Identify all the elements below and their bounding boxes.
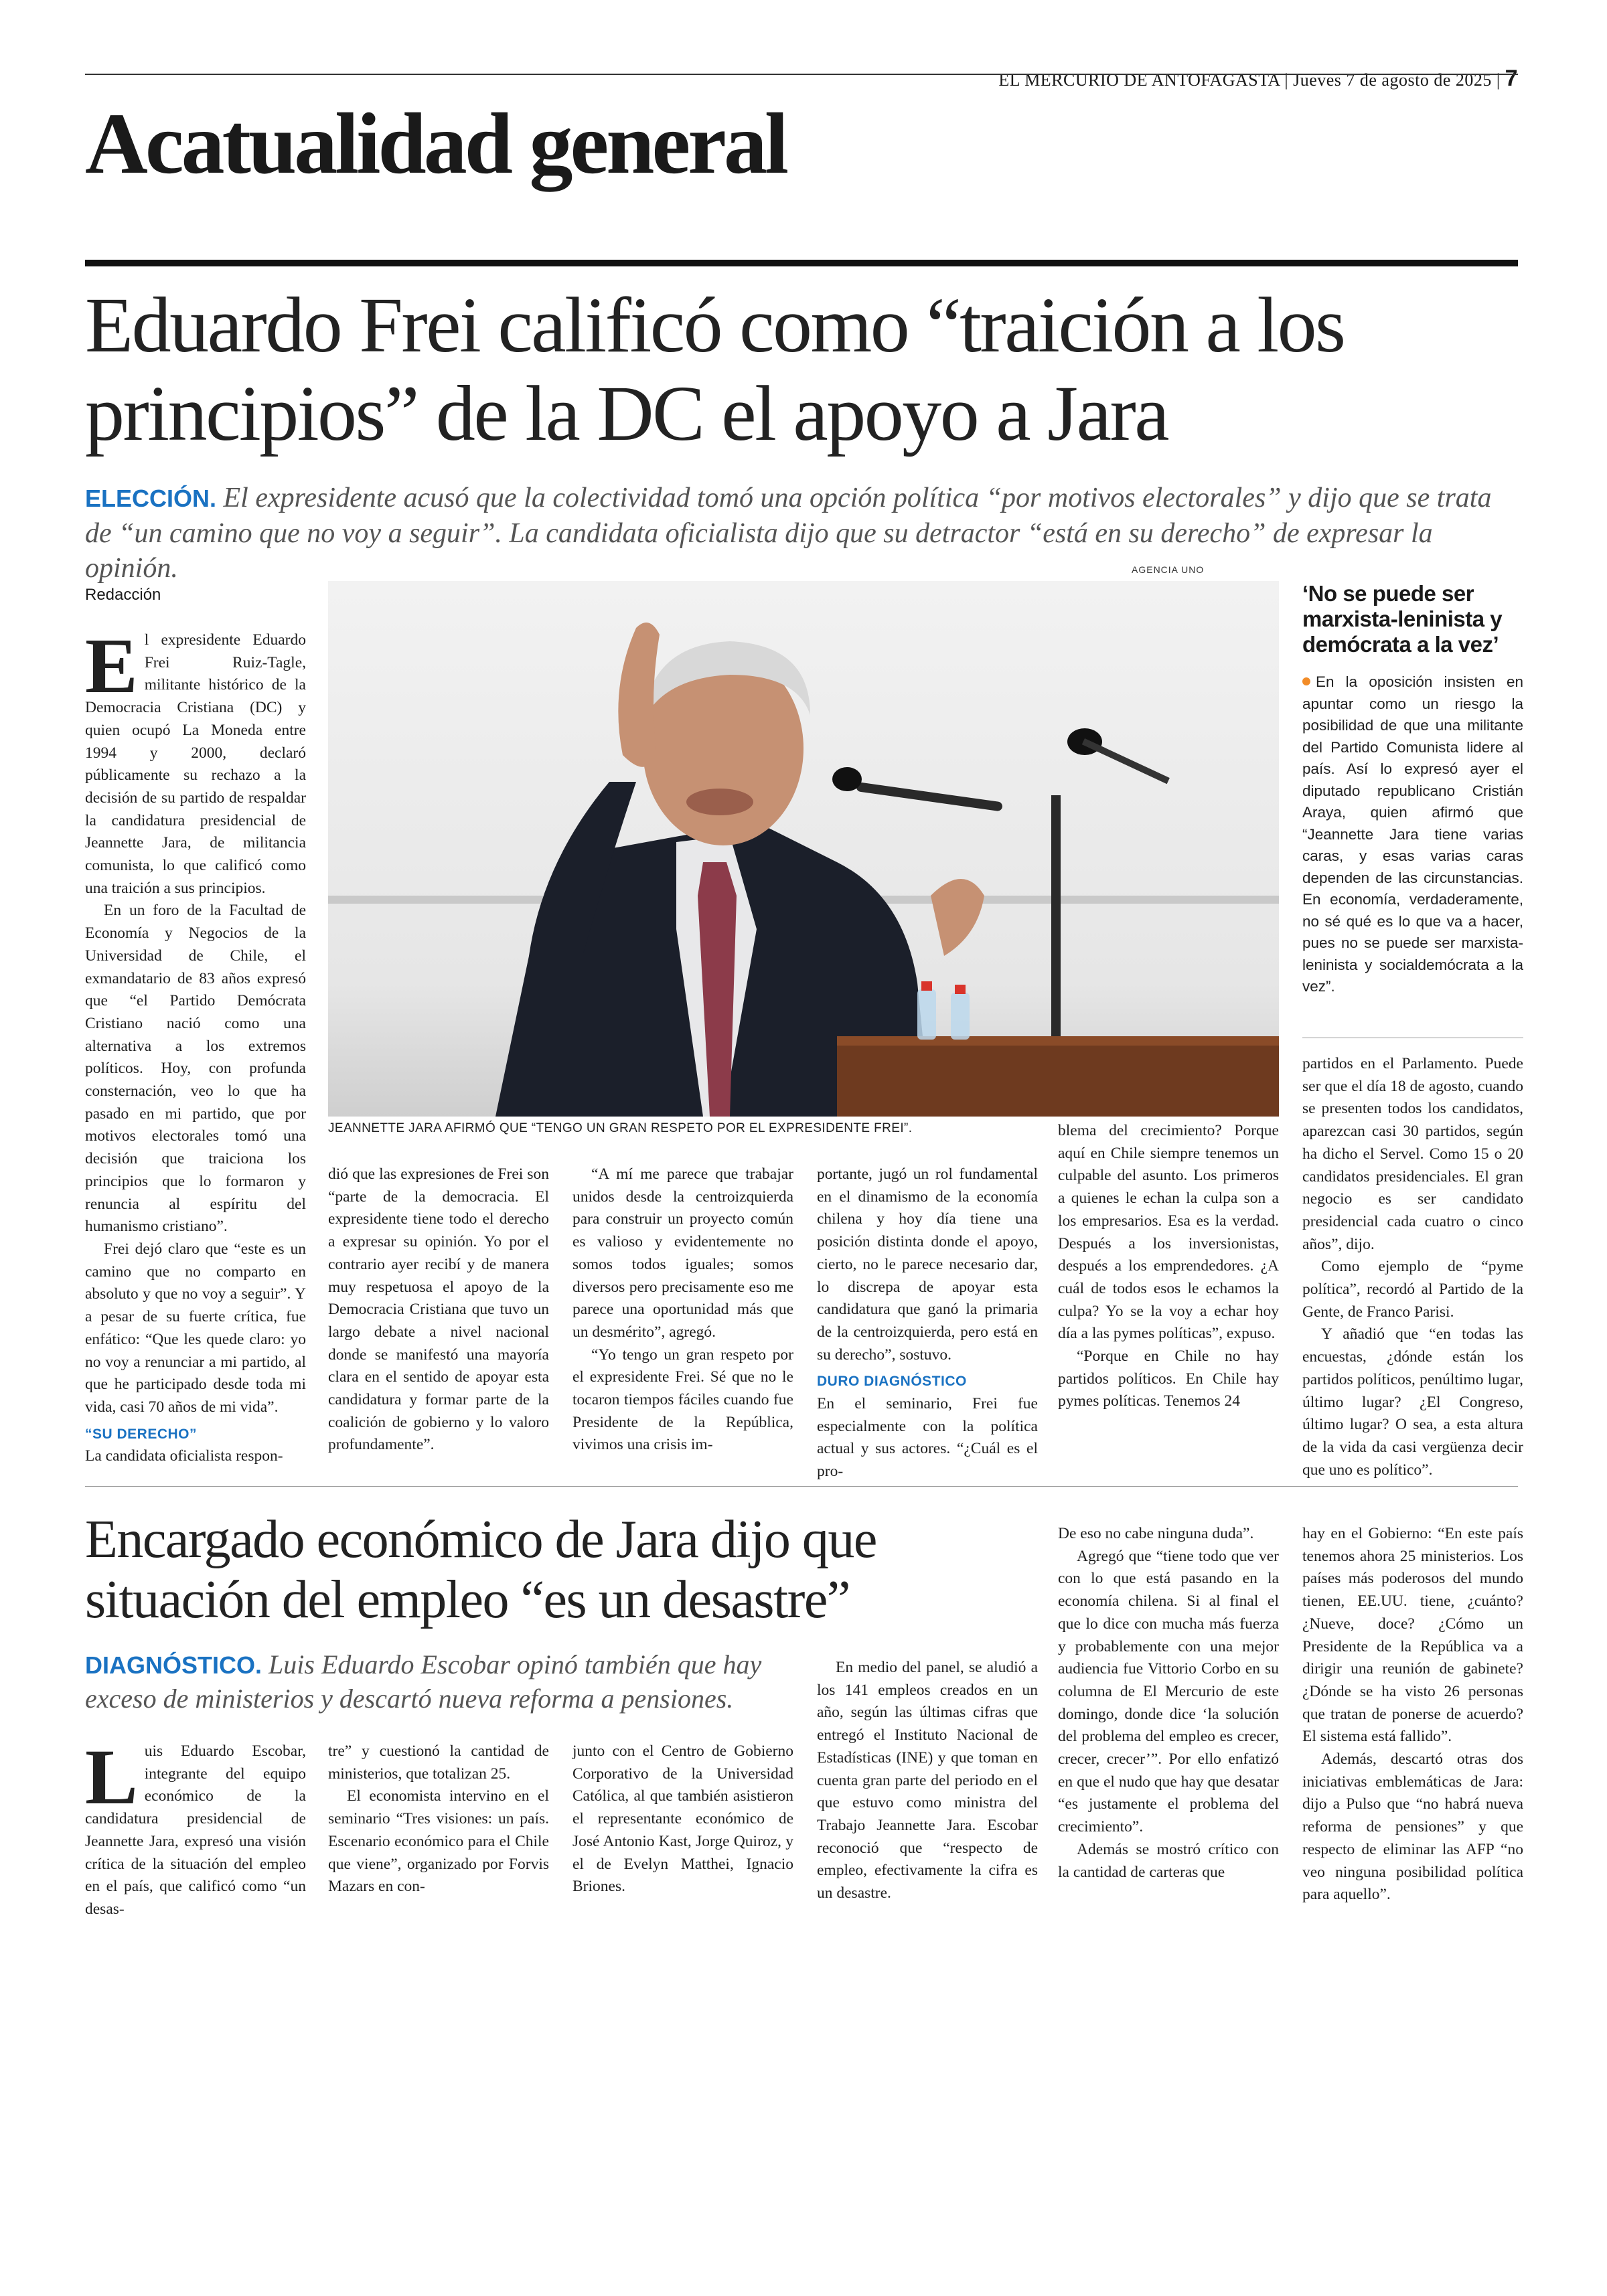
lead-subhead-derecho: “SU DERECHO” [85, 1426, 198, 1442]
top-rule [85, 74, 1518, 75]
lead-col6-p2: Como ejemplo de “pyme política”, recordó al Partido de la Gente, de Franco Parisi. [1302, 1258, 1523, 1321]
lead-deck-text: El expresidente acusó que la colectividad tomó una opción política “por motivos electorales” y dijo que se trata de “un camino que no voy a seguir”. La candidata oficialista dijo que su detractor “está en su derecho” de expresar la opinión. [85, 483, 1492, 584]
lead-headline: Eduardo Frei calificó como “traición a los principios” de la DC el apoyo a Jara [85, 281, 1345, 457]
lead-col3-p1: “A mí me parece que trabajar unidos desde la centroizquierda para construir un proyecto común es valioso y evidentemente no somos todos iguales; somos diversos pero precisamente eso me parece una oportunidad más que un desmérito”, agregó. [572, 1165, 793, 1341]
lead-col1-p4: La candidata oficialista respon- [85, 1447, 283, 1465]
issue-date: Jueves 7 de agosto de 2025 [1293, 70, 1492, 90]
lead-col-1 [85, 622, 306, 1468]
lead-col6-p3: Y añadió que “en todas las encuestas, ¿dónde están los partidos políticos, penúltimo lugar, último lugar? ¿El Congreso, último lugar? O sea, a esta altura de la vida da casi vergüenza decir que uno es político”. [1302, 1325, 1523, 1479]
photo-caption: JEANNETTE JARA AFIRMÓ QUE “TENGO UN GRAN RESPETO POR EL EXPRESIDENTE FREI”. [328, 1121, 913, 1135]
photo-credit: AGENCIA UNO [1132, 564, 1205, 575]
frei-speaking-photo [328, 581, 1279, 1117]
lead-col-6 [1302, 1053, 1523, 1481]
second-col-4 [817, 1657, 1038, 1905]
lead-col2-p1: dió que las expresiones de Frei son “parte de la democracia. El expresidente tiene todo el derecho a expresar su opinión. Yo por el contrario ayer recibí y de manera muy respetuosa el apoyo de la Democracia Cristiana que tuvo un largo debate a nivel nacional donde se manifestó una mayoría clara en el sentido de apoyar esta candidatura y formar parte de la coalición de gobierno y lo valoro profundamente”. [328, 1165, 549, 1454]
lead-col1-p3: Frei dejó claro que “este es un camino que no comparto en absoluto y que no voy a seguir”. Y a pesar de su fuerte crítica, fue enfático: “Que les quede claro: yo no voy a renunciar a mi partido, al que he participado desde toda mi vida, casi 70 años de mi vida”. [85, 1240, 306, 1416]
lead-col4-p1: portante, jugó un rol fundamental en el dinamismo de la economía chilena y hoy día tiene una posición distinta donde el apoyo, cierto, no le parece necesario dar, lo discrepa de apoyar esta candidatura que ganó la primaria de la centroizquierda, pero está en su derecho”, sostuvo. [817, 1165, 1038, 1364]
second-col6-p1: hay en el Gobierno: “En este país tenemos ahora 25 ministerios. Los países más poderosos del mundo tienen, EE.UU. tiene, ¿cuánto? ¿Nueve, doce? ¿Cómo un Presidente de la República va a dirigir una reunión de gabinete? ¿Dónde se ha visto 26 personas que tratan de ponerse de acuerdo? El sistema está fallido”. [1302, 1525, 1523, 1746]
bullet-icon [1302, 677, 1310, 685]
lead-dropcap: E [85, 622, 138, 710]
lead-col-4 [817, 1163, 1038, 1483]
lead-col-3 [572, 1163, 793, 1457]
second-col-1 [85, 1733, 306, 1921]
lead-col4-p2: En el seminario, Frei fue especialmente con la política actual y sus actores. “¿Cuál es el pro- [817, 1395, 1038, 1481]
masthead: EL MERCURIO DE ANTOFAGASTA | Jueves 7 de agosto de 2025 | 7 [998, 66, 1518, 91]
second-col-5 [1058, 1523, 1279, 1884]
lead-kicker: ELECCIÓN. [85, 485, 217, 512]
lead-col-2 [328, 1163, 549, 1457]
lead-subhead-diagnostico: DURO DIAGNÓSTICO [817, 1374, 967, 1390]
section-rule [85, 260, 1518, 266]
lead-col6-p1: partidos en el Parlamento. Puede ser que el día 18 de agosto, cuando se presenten todos los candidatos, aparezcan casi 30 partidos, según ha dicho el Servel. Como 15 o 20 candidatos presidenciales. El gran negocio es ser candidato presidencial cada cuatro o cinco años”, dijo. [1302, 1055, 1523, 1253]
sidebar-body: En la oposición insisten en apuntar como un riesgo la posibilidad de que una militante del Partido Comunista lidere al país. Así lo expresó ayer el diputado republicano Cristián Araya, quien afirmó que “Jeannette Jara tiene varias caras, y esas varias caras dependen de las circunstancias. En economía, verdaderamente, no sé qué es lo que va a hacer, pues no se puede ser marxista-leninista y socialdemócrata a la vez”. [1302, 673, 1523, 995]
second-col-3 [572, 1740, 793, 1898]
byline: Redacción [85, 586, 161, 604]
lead-col5-p2: “Porque en Chile no hay partidos políticos. En Chile hay pymes políticas. Tenemos 24 [1058, 1347, 1279, 1410]
second-dropcap: L [85, 1733, 138, 1821]
sidebar-title: ‘No se puede ser marxista-leninista y demócrata a la vez’ [1302, 581, 1503, 657]
second-col-2 [328, 1740, 549, 1898]
second-col4-p1: En medio del panel, se aludió a los 141 empleos creados en un año, según las últimas cifras que entregó el Instituto Nacional de Estadísticas (INE) y que toman en cuenta gran parte del periodo en el que estuvo como ministra del Trabajo Jeannette Jara. Escobar reconoció que “respecto de empleo, efectivamente la cifra es un desastre. [817, 1659, 1038, 1902]
paper-name: EL MERCURIO DE ANTOFAGASTA [998, 70, 1280, 90]
sidebar-text [1302, 671, 1523, 998]
section-title: Acatualidad general [85, 96, 787, 192]
second-col6-p2: Además, descartó otras dos iniciativas emblemáticas de Jara: dijo a Pulso que “no habrá nueva reforma de pensiones” y que respecto de eliminar las AFP “no veo ninguna posibilidad política para aquello”. [1302, 1750, 1523, 1904]
second-col5-p2: Agregó que “tiene todo que ver con lo que está pasando en la economía chilena. Si al final el que lo dice con mucha más fuerza y probablemente con una mejor audiencia fue Vittorio Corbo en su columna de El Mercurio de este domingo, donde dice ‘la solución del problema del empleo es crecer, crecer, crecer’”. Por ello enfatizó en que el nudo que hay que desatar “es justamente el problema del crecimiento”. [1058, 1547, 1279, 1836]
second-kicker: DIAGNÓSTICO. [85, 1651, 262, 1679]
lead-col3-p2: “Yo tengo un gran respeto por el expresidente Frei. Sé que no le tocaron tiempos fáciles cuando fue Presidente de la República, vivimos una crisis im- [572, 1345, 793, 1454]
lead-col-5 [1058, 1120, 1279, 1413]
lead-col5-p1: blema del crecimiento? Porque aquí en Chile siempre tenemos un culpable del asunto. Los primeros a quienes le echan la culpa son a los empresarios. Esa es la verdad. Después a los inversionistas, después a los emprendedores. ¿A cuál de todos esos le echamos la culpa? Yo se la voy a echar hoy día a las pymes políticas”, expuso. [1058, 1122, 1279, 1343]
second-col5-p1: De eso no cabe ninguna duda”. [1058, 1525, 1254, 1542]
second-col2-p2: El economista intervino en el seminario “Tres visiones: un país. Escenario económico para el Chile que viene”, organizado por Forvis Mazars en con- [328, 1787, 549, 1896]
second-col5-p3: Además se mostró crítico con la cantidad de carteras que [1058, 1840, 1279, 1881]
lead-col1-p1: l expresidente Eduardo Frei Ruiz-Tagle, militante histórico de la Democracia Cristiana (DC) y quien ocupó La Moneda entre 1994 y 2000, declaró públicamente su rechazo a la decisión de su partido de respaldar la candidatura presidencial de Jeannette Jara, de militancia comunista, lo que calificó como una traición a sus principios. [85, 631, 306, 897]
story-divider [85, 1486, 1518, 1487]
second-deck [85, 1648, 808, 1716]
lead-photo [328, 581, 1279, 1117]
second-deck-text: Luis Eduardo Escobar opinó también que hay exceso de ministerios y descartó nueva reforma a pensiones. [85, 1649, 762, 1714]
lead-col1-p2: En un foro de la Facultad de Economía y Negocios de la Universidad de Chile, el exmandatario de 83 años expresó que “el Partido Demócrata Cristiano nació como una alternativa a los extremos políticos. Hoy, con profunda consternación, veo lo que ha pasado en mi partido, que por motivos electorales tomó una decisión que traiciona los principios que lo formaron y renuncia al espíritu del humanismo cristiano”. [85, 902, 306, 1236]
second-col2-p1: tre” y cuestionó la cantidad de ministerios, que totalizan 25. [328, 1742, 549, 1783]
second-col1-p1: uis Eduardo Escobar, integrante del equipo económico de la candidatura presidencial de Jeannette Jara, expresó una visión crítica de la situación del empleo en el país, que calificó como “un desas- [85, 1742, 306, 1918]
page-number: 7 [1505, 66, 1518, 91]
lead-deck [85, 481, 1525, 586]
second-headline: Encargado económico de Jara dijo que situación del empleo “es un desastre” [85, 1510, 876, 1629]
second-col-6 [1302, 1523, 1523, 1906]
second-col3-p1: junto con el Centro de Gobierno Corporativo de la Universidad Católica, al que también asistieron el representante económico de José Antonio Kast, Jorge Quiroz, y el de Evelyn Matthei, Ignacio Briones. [572, 1742, 793, 1896]
